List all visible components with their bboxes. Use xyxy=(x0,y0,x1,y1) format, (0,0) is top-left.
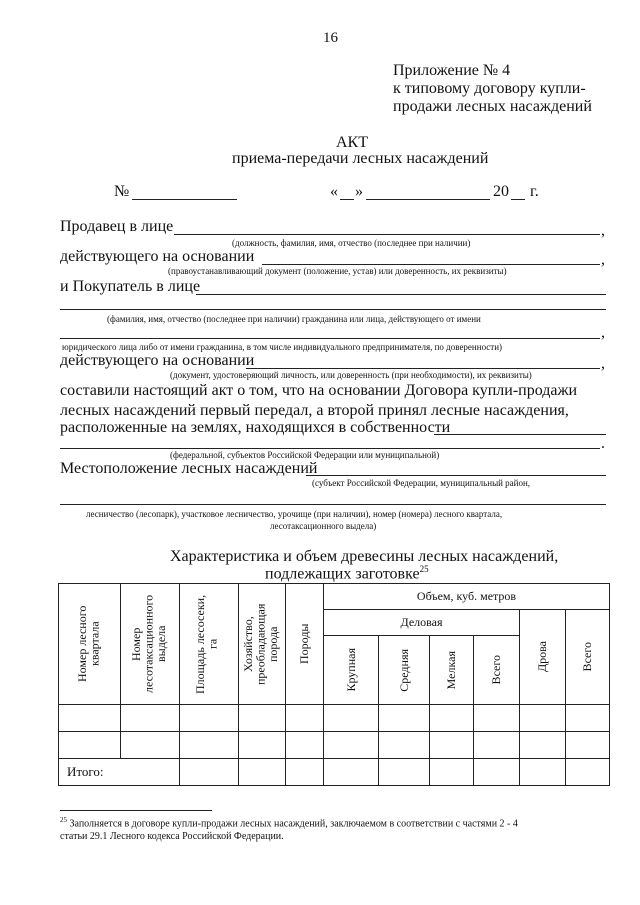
appendix-line-3: продажи лесных насаждений xyxy=(393,98,592,115)
paragraph-line-3: расположенные на землях, находящихся в собственности xyxy=(60,419,451,436)
table-cell[interactable] xyxy=(324,705,379,732)
table-cell[interactable] xyxy=(180,759,239,786)
th-medium: Средняя xyxy=(379,636,430,705)
table-cell[interactable] xyxy=(286,732,324,759)
th-firewood: Дрова xyxy=(520,610,566,705)
table-cell[interactable] xyxy=(379,759,430,786)
buyer-blank-1[interactable] xyxy=(196,294,606,295)
table-cell[interactable] xyxy=(180,705,239,732)
table-cell[interactable] xyxy=(286,705,324,732)
th-business: Деловая xyxy=(324,610,520,636)
appendix-line-2: к типовому договору купли- xyxy=(393,80,586,97)
location-hint-2: лесничество (лесопарк), участковое лесничество, урочище (при наличии), номер (номера) лесного квартала, xyxy=(86,509,503,519)
table-row xyxy=(59,705,610,732)
acting1-label: действующего на основании xyxy=(60,248,255,265)
table-row xyxy=(59,732,610,759)
buyer-label: и Покупатель в лице xyxy=(60,278,201,295)
table-cell[interactable] xyxy=(566,705,610,732)
table-cell[interactable] xyxy=(520,705,566,732)
day-blank[interactable] xyxy=(340,199,354,200)
th-total: Всего xyxy=(566,610,610,705)
seller-hint: (должность, фамилия, имя, отчество (последнее при наличии) xyxy=(232,238,471,248)
ownership-blank-2[interactable] xyxy=(60,448,600,449)
buyer-blank-2[interactable] xyxy=(60,309,606,310)
year-blank[interactable] xyxy=(511,199,525,200)
th-quarter: Номер лесного квартала xyxy=(59,584,121,705)
buyer-blank-3[interactable] xyxy=(60,338,600,339)
th-farm: Хозяйство, преобладающая порода xyxy=(239,584,286,705)
year-prefix: 20 xyxy=(493,183,509,200)
table-cell[interactable] xyxy=(379,732,430,759)
buyer-hint-1: (фамилия, имя, отчество (последнее при наличии) гражданина или лица, действующего от имени xyxy=(107,314,481,324)
th-area: Площадь лесосеки, га xyxy=(180,584,239,705)
act-subtitle: приема-передачи лесных насаждений xyxy=(232,150,489,167)
table-total-row xyxy=(59,759,610,786)
location-blank-2[interactable] xyxy=(60,504,606,505)
table-cell[interactable] xyxy=(474,705,520,732)
table-cell[interactable] xyxy=(430,759,474,786)
acting1-blank[interactable] xyxy=(262,264,600,265)
table-cell[interactable] xyxy=(474,759,520,786)
ownership-period: . xyxy=(601,435,605,452)
year-suffix: г. xyxy=(530,183,539,200)
ownership-blank-1[interactable] xyxy=(434,434,606,435)
table-title-text: подлежащих заготовке xyxy=(265,565,420,583)
acting1-hint: (правоустанавливающий документ (положение, устав) или доверенность, их реквизиты) xyxy=(168,266,507,276)
table-title-footnote-ref: 25 xyxy=(419,564,429,574)
th-allotment: Номер лесотаксационного выдела xyxy=(121,584,180,705)
th-species: Породы xyxy=(286,584,324,705)
act-title: АКТ xyxy=(336,134,368,151)
location-blank-1[interactable] xyxy=(306,475,606,476)
page-number: 16 xyxy=(323,30,338,46)
table-cell[interactable] xyxy=(180,732,239,759)
date-quote-close: » xyxy=(355,183,363,200)
table-title-line-2 xyxy=(265,564,429,583)
table-cell[interactable] xyxy=(520,759,566,786)
buyer-hint-2: юридического лица либо от имени гражданина, в том числе индивидуального предпринимателя, по доверенности) xyxy=(62,342,503,352)
seller-blank[interactable] xyxy=(174,234,600,235)
location-hint-1: (субъект Российской Федерации, муниципальный район, xyxy=(312,478,531,488)
table-cell[interactable] xyxy=(566,732,610,759)
footnote-separator xyxy=(60,810,212,811)
location-hint-3: лесотаксационного выдела) xyxy=(270,521,377,531)
footnote-text-1: Заполняется в договоре купли-продажи лесных насаждений, заключаемом в соответствии с частями 2 - 4 xyxy=(69,818,518,830)
date-quote-open: « xyxy=(330,183,338,200)
table-cell[interactable] xyxy=(286,759,324,786)
footnote-line-1 xyxy=(60,816,518,829)
table-cell[interactable] xyxy=(430,705,474,732)
table-cell[interactable] xyxy=(59,705,121,732)
acting2-label: действующего на основании xyxy=(60,352,255,369)
paragraph-line-2: лесных насаждений первый передал, а второй принял лесные насаждения, xyxy=(60,402,569,419)
ownership-hint: (федеральной, субъектов Российской Федерации или муниципальной) xyxy=(170,450,440,460)
th-large: Крупная xyxy=(324,636,379,705)
appendix-line-1: Приложение № 4 xyxy=(393,62,511,79)
acting2-comma: , xyxy=(601,355,605,372)
table-cell[interactable] xyxy=(121,705,180,732)
table-cell[interactable] xyxy=(121,732,180,759)
month-blank[interactable] xyxy=(366,199,490,200)
footnote-line-2: статьи 29.1 Лесного кодекса Российской Федерации. xyxy=(60,831,284,842)
table-cell[interactable] xyxy=(474,732,520,759)
number-blank[interactable] xyxy=(132,199,237,200)
table-title-line-1: Характеристика и объем древесины лесных насаждений, xyxy=(170,548,559,565)
th-volume: Объем, куб. метров xyxy=(324,584,610,610)
table-cell[interactable] xyxy=(520,732,566,759)
seller-label: Продавец в лице xyxy=(60,218,174,235)
table-cell[interactable] xyxy=(239,705,286,732)
table-cell[interactable] xyxy=(379,705,430,732)
table-cell[interactable] xyxy=(324,759,379,786)
th-small: Мелкая xyxy=(430,636,474,705)
number-sign: № xyxy=(114,183,130,200)
table-cell[interactable] xyxy=(566,759,610,786)
acting1-comma: , xyxy=(601,251,605,268)
table-cell[interactable] xyxy=(239,732,286,759)
paragraph-line-1: составили настоящий акт о том, что на основании Договора купли-продажи xyxy=(60,382,578,399)
table-cell[interactable] xyxy=(59,732,121,759)
table-cell[interactable] xyxy=(239,759,286,786)
location-label: Местоположение лесных насаждений xyxy=(60,460,318,477)
footnote-number: 25 xyxy=(60,816,67,824)
buyer-comma: , xyxy=(601,324,605,341)
acting2-hint: (документ, удостоверяющий личность, или доверенность (при необходимости), их реквизиты) xyxy=(170,370,532,380)
total-label: Итого: xyxy=(59,759,180,786)
acting2-blank[interactable] xyxy=(246,368,600,369)
seller-comma: , xyxy=(601,222,605,239)
th-business-total: Всего xyxy=(474,636,520,705)
table-cell[interactable] xyxy=(430,732,474,759)
timber-volume-table xyxy=(58,583,610,786)
table-cell[interactable] xyxy=(324,732,379,759)
